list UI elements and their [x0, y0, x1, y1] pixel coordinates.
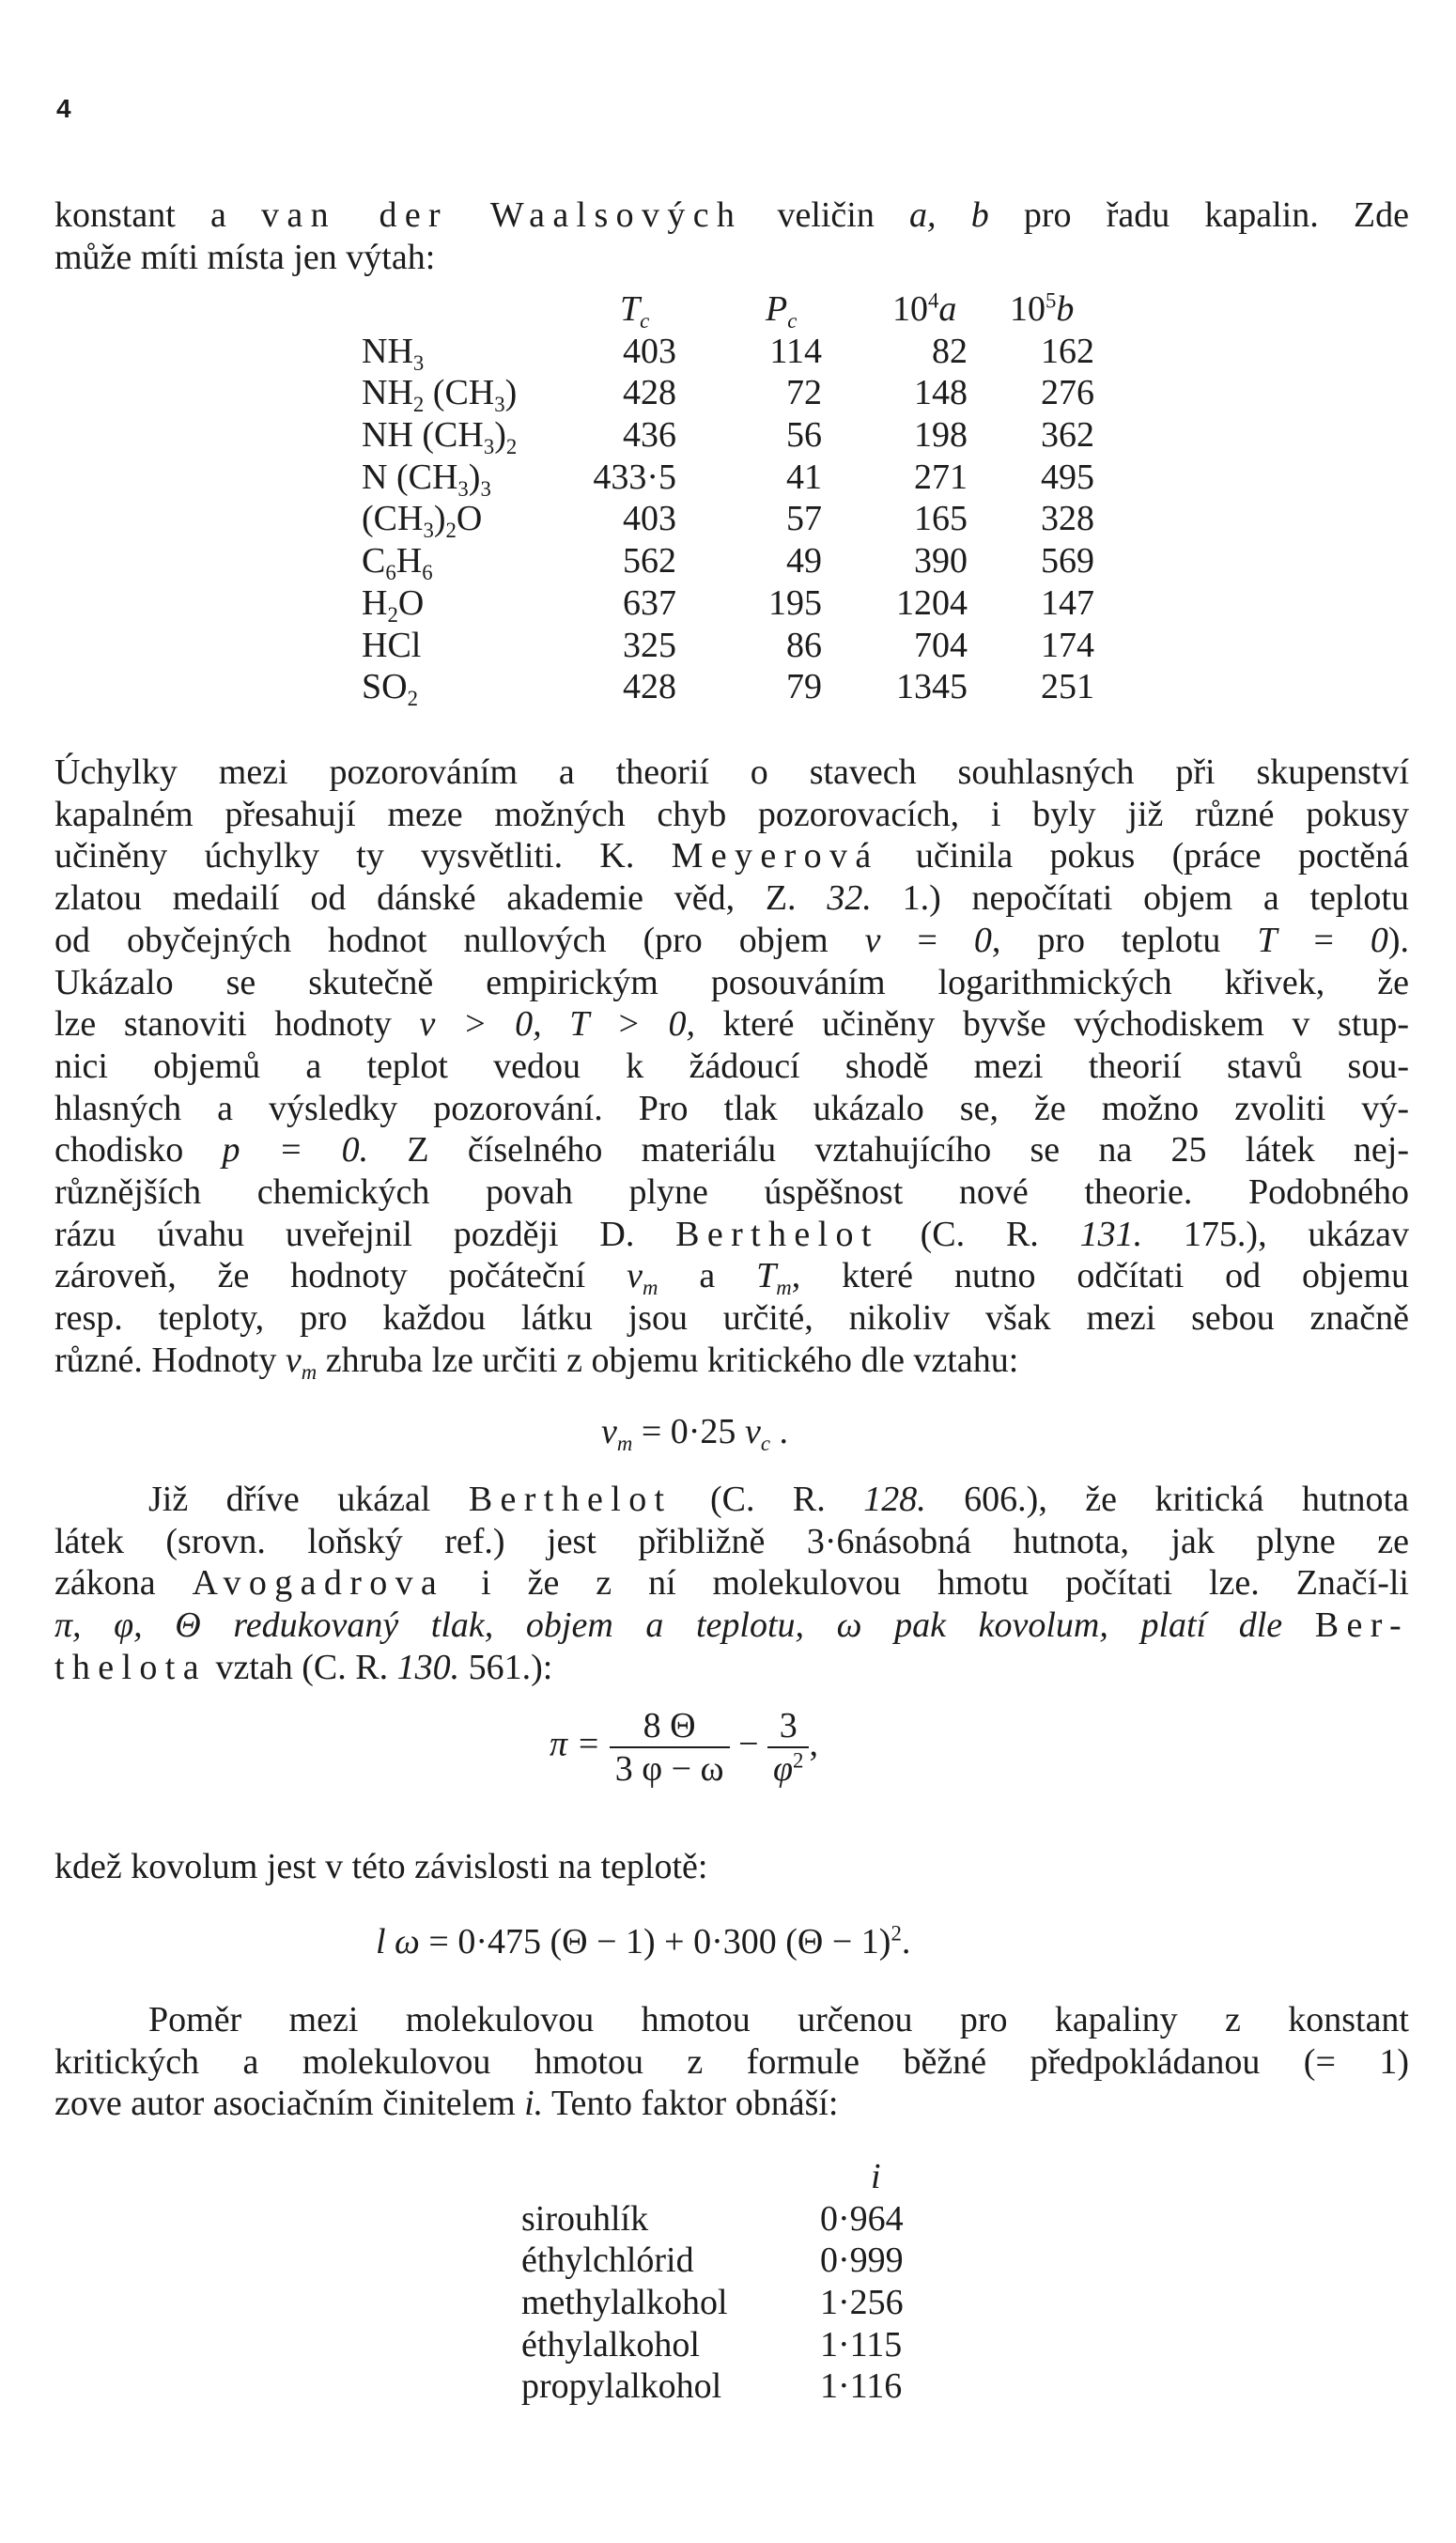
table-cell: 162 — [1041, 331, 1094, 371]
table-header-row: $T_c$ $P_c$ $10^4a$ $10^5b$ — [620, 288, 1075, 333]
substance-name: methylalkohol — [521, 2283, 728, 2323]
formula: $C_6H_6$ — [362, 541, 433, 585]
fraction-1: $\frac{8 \Theta}{3 \varphi - \omega}$ — [610, 1705, 730, 1790]
formula: $H_2O$ — [362, 582, 425, 627]
table-row — [362, 457, 1113, 499]
equation-omega: l ω = 0·475 (Θ − 1) + 0·300 $(\Theta - 1)^2$. — [376, 1921, 911, 1962]
table-cell: 82 — [932, 331, 968, 371]
substance-name: propylalkohol — [521, 2366, 722, 2407]
equation-vm: $v_m = 0\cdot 25$ $v_c$ . — [601, 1412, 788, 1455]
table-cell: 198 — [914, 415, 968, 456]
table-cell: 433·5 — [593, 457, 676, 497]
paragraph-association: Poměr mezi molekulovou hmotou určenou pro kapaliny z konstant kritických a molekulovou hmotou z formule běžné předpokládanou (= 1) zove autor asociačním činitelem i. Tento faktor obnáší: — [54, 2000, 1409, 2124]
table-cell: 403 — [623, 499, 676, 539]
table-row — [362, 540, 1113, 585]
table-cell: 390 — [914, 541, 968, 581]
table-cell: 49 — [786, 541, 822, 581]
table-cell: 562 — [623, 541, 676, 581]
table-cell: 325 — [623, 625, 676, 665]
table-cell: 174 — [1041, 625, 1094, 665]
table-cell: 79 — [786, 667, 822, 707]
table-cell: 328 — [1041, 499, 1094, 539]
critical-constants-table — [362, 288, 1113, 711]
substance-name: éthylalkohol — [521, 2324, 700, 2365]
table-cell: 57 — [786, 499, 822, 539]
table-row — [362, 331, 1113, 373]
substance-name: éthylchlórid — [521, 2241, 694, 2281]
table-row — [521, 2365, 944, 2408]
table-cell: 495 — [1041, 457, 1094, 497]
paragraph-kovolum: kdež kovolum jest v této závislosti na teplotě: — [54, 1847, 708, 1886]
table-cell: 403 — [623, 331, 676, 371]
table-row — [362, 582, 1113, 625]
table-cell: 704 — [914, 625, 968, 665]
table-cell: 436 — [623, 415, 676, 456]
table-cell: 1204 — [896, 582, 968, 623]
table-cell: 251 — [1041, 667, 1094, 707]
table-row — [362, 666, 1113, 711]
table-cell: 114 — [769, 331, 822, 371]
paragraph-berthelot: Již dříve ukázal Berthelot (C. R. 128. 606.), že kritická hutnota látek (srovn. loňský ref.) jest přibližně 3·6násobná hutnota, jak plyne ze zákona Avogadrova i že z ní molekulovou hmotu počítati lze. Značí-li π, φ, Θ redukovaný tlak, objem a teplotu, ω pak kovolum, platí dle Ber- thelota vztah (C. R. 130. 561.): — [54, 1480, 1409, 1687]
formula: $SO_2$ — [362, 667, 418, 711]
paragraph-deviations: Úchylky mezi pozorováním a theorií o stavech souhlasných při skupenství kapalném přesahují meze možných chyb pozorovacích, i byly již různé pokusy učiněny úchylky ty vysvětliti. K. Meyerová učinila pokus (práce poctěná zlatou medailí od dánské akademie věd, Z. 32. 1.) nepočítati objem a teplotu od obyčejných hodnot nullových (pro objem v = 0, pro teplotu T = 0). Ukázalo se skutečně empirickým posouváním logarithmických křivek, že lze stanoviti hodnoty v > 0, T > 0, které učiněny byvše východiskem v stup- nici objemů a teplot vedou k žádoucí shodě mezi theorií stavů sou- hlasných a výsledky pozorování. Pro tlak ukázalo se, že možno zvoliti vý- chodisko p = 0. Z číselného materiálu vztahujícího se na 25 látek nej- různějších chemických povah plyne úspěšnost nové theorie. Podobného rázu úvahu uveřejnil později D. Berthelot (C. R. 131. 175.), ukázav zároveň, že hodnoty počáteční $v_m$ a $T_m$, které nutno odčítati od objemu resp. teploty, pro každou látku jsou určité, nikoliv však mezi sebou značně různé. Hodnoty $v_m$ zhruba lze určiti z objemu kritického dle vztahu: — [54, 752, 1410, 1384]
factor-value: 0·999 — [820, 2241, 904, 2281]
page-number: 4 — [56, 94, 71, 123]
table-row — [362, 414, 1113, 457]
factor-value: 0·964 — [820, 2198, 904, 2239]
table-cell: 428 — [623, 667, 676, 707]
equation-pi: π = $\frac{8 \Theta}{3 \varphi - \omega}$ − $\frac{3}{\varphi^2}$ , — [550, 1706, 818, 1789]
table-cell: 1345 — [896, 667, 968, 707]
table-cell: 41 — [786, 457, 822, 497]
table-header-row: i — [871, 2157, 881, 2196]
intro-paragraph: konstant a van der Waalsových veličin a, b pro řadu kapalin. Zde může míti místa jen výtah: — [54, 195, 1409, 277]
table-cell: 276 — [1041, 373, 1094, 413]
factor-value: 1·116 — [820, 2366, 903, 2407]
table-row — [521, 2282, 944, 2324]
table-row — [521, 2240, 944, 2282]
fraction-2: $\frac{3}{\varphi^2}$ — [767, 1705, 809, 1790]
factor-value: 1·256 — [820, 2283, 904, 2323]
formula: $NH_2$ $(CH_3)$ — [362, 373, 518, 417]
table-row — [362, 625, 1113, 667]
table-cell: 165 — [914, 499, 968, 539]
table-cell: 569 — [1041, 541, 1094, 581]
table-cell: 147 — [1041, 582, 1094, 623]
table-cell: 86 — [786, 625, 822, 665]
table-row — [521, 2324, 944, 2366]
table-cell: 637 — [623, 582, 676, 623]
table-row — [362, 372, 1113, 417]
substance-name: sirouhlík — [521, 2198, 649, 2239]
table-cell: 195 — [768, 582, 822, 623]
association-factor-table — [521, 2156, 944, 2408]
table-cell: 271 — [914, 457, 968, 497]
table-row — [521, 2198, 944, 2241]
formula: $NH_3$ — [362, 331, 425, 375]
table-row — [362, 498, 1113, 543]
table-cell: 72 — [786, 373, 822, 413]
formula: NH $(CH_3)_2$ — [362, 415, 518, 459]
formula: N $(CH_3)_3$ — [362, 457, 491, 501]
table-cell: 148 — [914, 373, 968, 413]
table-cell: 56 — [786, 415, 822, 456]
factor-value: 1·115 — [820, 2324, 903, 2365]
table-cell: 362 — [1041, 415, 1094, 456]
table-cell: 428 — [623, 373, 676, 413]
formula: HCl — [362, 625, 422, 665]
formula: $(CH_3)_2O$ — [362, 499, 483, 543]
